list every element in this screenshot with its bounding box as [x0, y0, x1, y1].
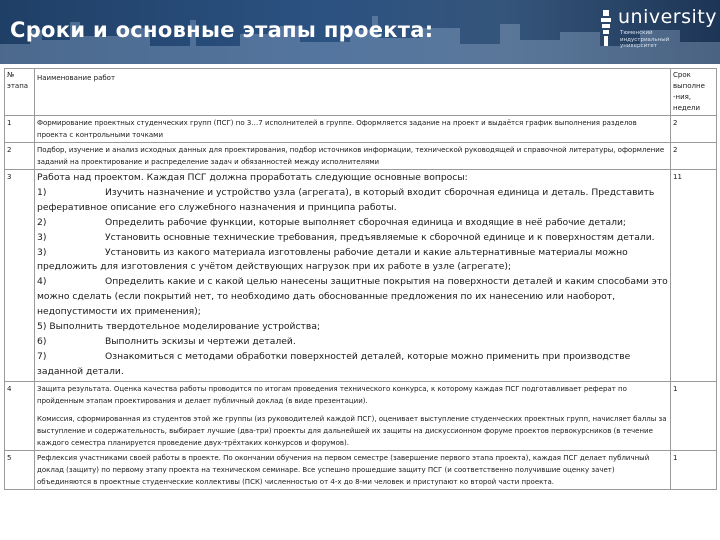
stage-description: Рефлексия участниками своей работы в проекте. По окончании обучения на первом семестре (завершение первого этапа проекта), каждая ПСГ делает публичный доклад (защиту) по первому этапу проекта на техническом семинаре. Все успешно прошедшие защиту ПСГ (и соответственно получившие оценку зачет) объединяются в проектные студенческие коллективы (ПСК) численностью от 4-х до 8-ми человек и приступают ко второй части проекта.: [35, 450, 671, 489]
item-text: Определить какие и с какой целью нанесены защитные покрытия на поверхности деталей и каким способами это можно сделать (если покрытий нет, то необходимо дать обоснованные предложения по их нанесению или наоборот, недопустимости их применения);: [37, 276, 668, 318]
header-stage-number: № этапа: [5, 69, 35, 116]
item-number: 4): [37, 276, 47, 288]
list-item: [37, 246, 668, 276]
stage-duration: 1: [671, 381, 717, 450]
item-text: Установить основные технические требования, предъявляемые к сборочной единице и к поверхностям детали.: [105, 231, 655, 243]
stage-number: 5: [5, 450, 35, 489]
item-text: Ознакомиться с методами обработки поверхностей деталей, которые можно применить при производстве заданной детали.: [37, 350, 631, 377]
list-item: [37, 186, 668, 216]
title-banner: [0, 0, 720, 64]
logo-sub-line: Тюменский: [620, 30, 653, 36]
logo-sub-line: университет: [620, 43, 657, 49]
stage-number: 3: [5, 170, 35, 382]
list-item: [37, 350, 668, 380]
item-text: Выполнить эскизы и чертежи деталей.: [105, 335, 296, 347]
stage-duration: 1: [671, 450, 717, 489]
stage-duration: 11: [671, 170, 717, 382]
list-item: [37, 216, 668, 231]
logo-subtitle: [620, 30, 690, 50]
table-header-row: [5, 69, 717, 116]
item-number: 3): [37, 231, 47, 243]
list-item: [37, 320, 668, 335]
item-text: 5) Выполнить твердотельное моделирование устройства;: [37, 321, 321, 333]
item-text: Изучить назначение и устройство узла (агрегата), в который входит сборочная единица и деталь. Представить реферативное описание его служебного назначения и принципа работы.: [37, 186, 655, 213]
table-row: [5, 170, 717, 382]
item-number: 1): [37, 186, 47, 198]
stage-number: 1: [5, 116, 35, 143]
list-item: [37, 335, 668, 350]
paragraph: Комиссия, сформированная из студентов этой же группы (из руководителей каждой ПСГ), оценивает выступление студенческих проектных групп, начисляет баллы за выступление и содержательность, выбирает лучшие (два-три) проекты для дальнейшей их защиты на дискуссионном форуме проектов первокурсников (в течение каждого семестра планируется проведение двух-трёхтаких конкурсов и форумов).: [37, 414, 667, 447]
logo-sub-line: индустриальный: [620, 36, 670, 43]
table-row: [5, 381, 717, 450]
stage-number: 2: [5, 143, 35, 170]
stage-description: [35, 170, 671, 382]
project-stages-table: [4, 68, 717, 490]
table-row: [5, 116, 717, 143]
stage-number: 4: [5, 381, 35, 450]
paragraph: Защита результата. Оценка качества работы проводится по итогам проведения технического конкурса, к которому каждая ПСГ подготавливает реферат по пройденным этапам проектирования и делает публичный доклад (в виде презентации).: [37, 384, 627, 405]
stage-description: [35, 381, 671, 450]
list-item: [37, 275, 668, 320]
stage-description: Формирование проектных студенческих групп (ПСГ) по 3…7 исполнителей в группе. Оформляется задание на проект и выдаётся график выполнения разделов проекта с контрольными точками: [35, 116, 671, 143]
item-text: Установить из какого материала изготовлены рабочие детали и какие альтернативные материалы можно предложить для изготовления с учётом действующих нагрузок при их работе в узле (агрегате);: [37, 246, 628, 273]
item-number: 6): [37, 335, 47, 347]
university-emblem-icon: [598, 8, 614, 48]
header-duration: Срок выполне -ния, недели: [671, 69, 717, 116]
stage-duration: 2: [671, 116, 717, 143]
header-work-name: Наименование работ: [35, 69, 671, 116]
logo-wordmark: university: [618, 6, 717, 28]
stage-description: Подбор, изучение и анализ исходных данных для проектирования, подбор источников информации, технической руководящей и справочной литературы, оформление заданий на проектирование и распределение задач и обязанностей между исполнителями: [35, 143, 671, 170]
stage-intro: Работа над проектом. Каждая ПСГ должна проработать следующие основные вопросы:: [37, 172, 468, 183]
table-row: [5, 450, 717, 489]
item-text: Определить рабочие функции, которые выполняет сборочная единица и входящие в неё рабочие детали;: [105, 216, 627, 228]
stage-duration: 2: [671, 143, 717, 170]
item-number: 2): [37, 216, 47, 228]
item-number: 7): [37, 350, 47, 362]
list-item: [37, 231, 668, 246]
table-row: [5, 143, 717, 170]
item-number: 3): [37, 246, 47, 258]
page-title: Сроки и основные этапы проекта:: [10, 18, 434, 42]
university-logo: [598, 6, 716, 60]
